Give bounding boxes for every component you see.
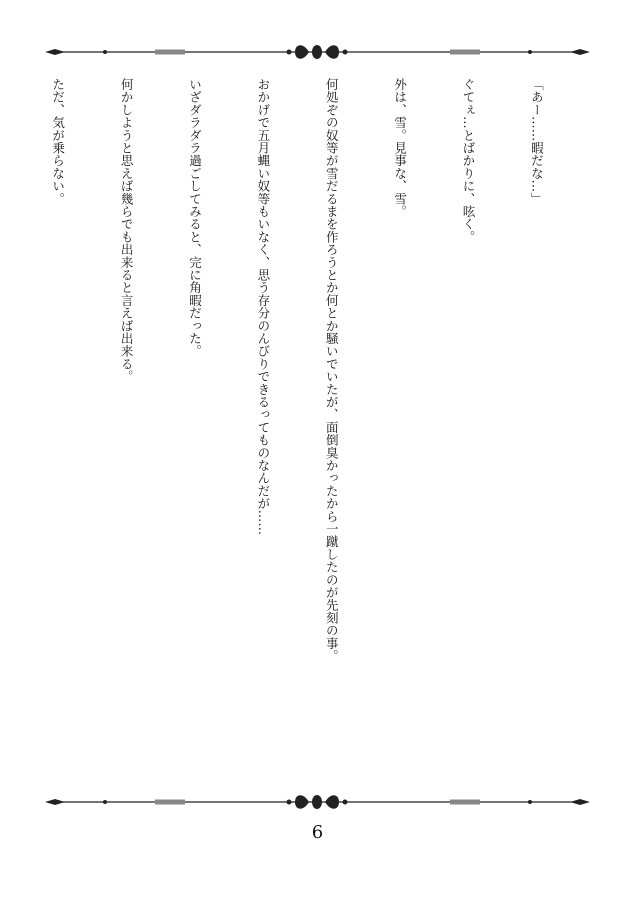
text-line: おかげで五月蝿い奴等もいなく、思う存分のんびりできるってものなんだが…… bbox=[255, 78, 271, 536]
text-line: ぐてぇ…とばかりに、呟く。 bbox=[461, 78, 477, 244]
text-line: 何処ぞの奴等が雪だるまを作ろうとか何とか騒いでいたが、面倒臭かったから一蹴したのが先刻の事。 bbox=[324, 78, 340, 663]
text-line: ただ、気が乗らない。 bbox=[50, 78, 66, 205]
top-ornament bbox=[45, 40, 590, 64]
text-line: 外は、雪。見事な、雪。 bbox=[392, 78, 408, 218]
bottom-ornament bbox=[45, 790, 590, 814]
text-line: いざダラダラ過ごしてみると、完に角暇だった。 bbox=[187, 78, 203, 358]
novel-text bbox=[33, 78, 593, 778]
text-line: 何かしようと思えば幾らでも出来ると言えば出来る。 bbox=[119, 78, 135, 383]
text-line: 「あー……暇だな…」 bbox=[529, 78, 545, 205]
page-number: 6 bbox=[311, 822, 324, 843]
